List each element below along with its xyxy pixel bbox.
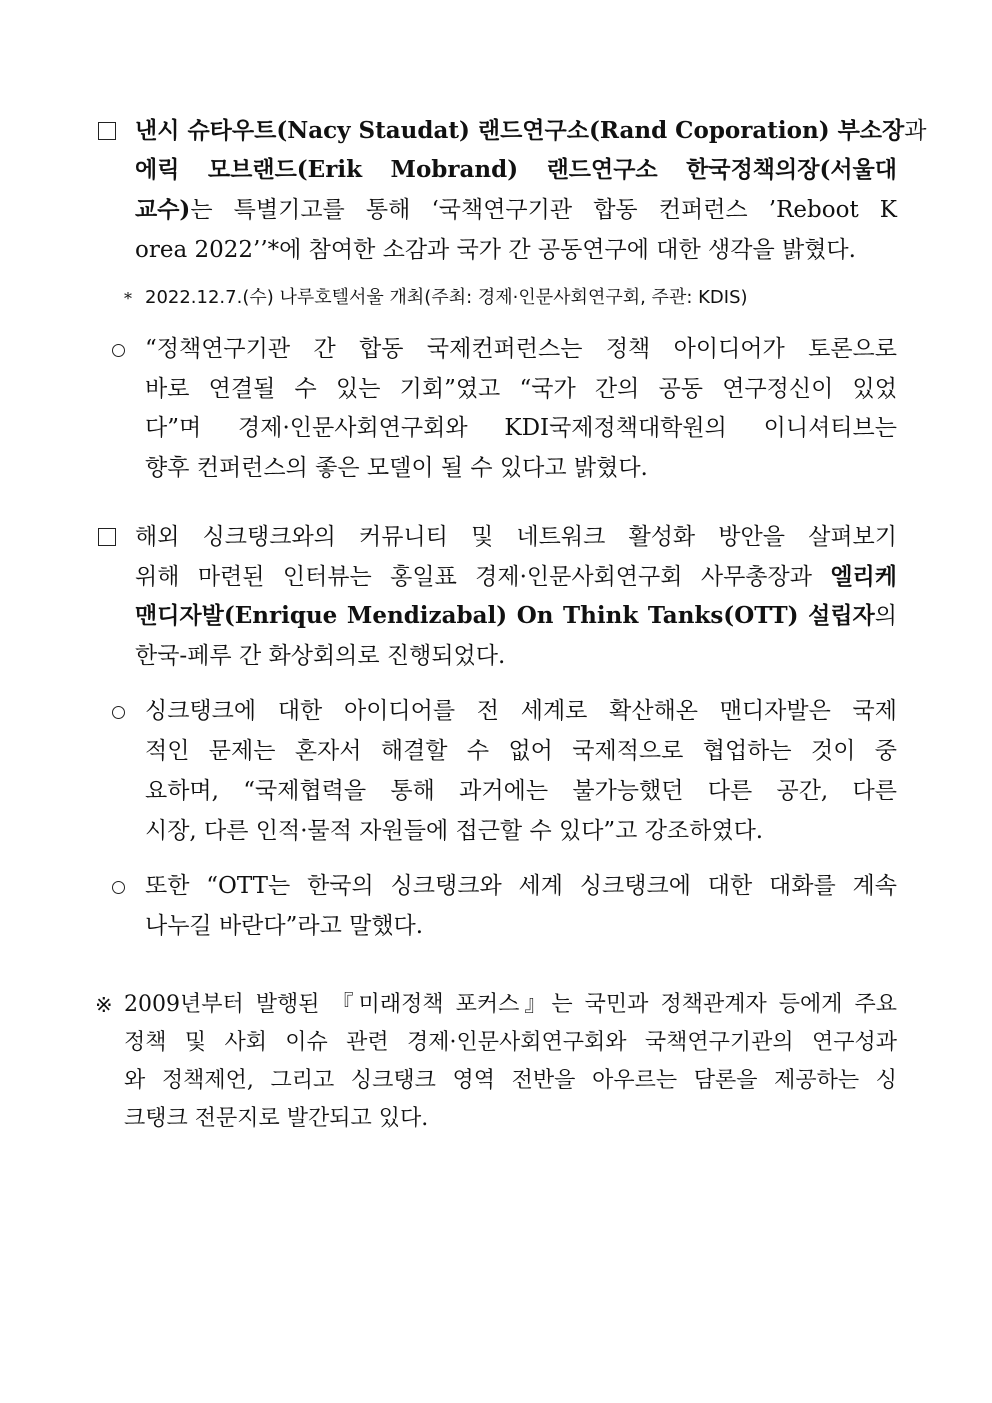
s1-line1-text: 과: [904, 118, 927, 144]
s1-bullet1-line4: 향후 컨퍼런스의 좋은 모델이 될 수 있다고 밝혔다.: [145, 455, 648, 481]
s2-line2: [135, 562, 897, 592]
s2-line1: 해외 싱크탱크와의 커뮤니티 및 네트워크 활성화 방안을 살펴보기: [135, 524, 897, 550]
s2-bullet2-line2: 나누길 바란다”라고 말했다.: [145, 913, 424, 939]
reference-mark-icon: ※: [95, 993, 113, 1017]
s2-bullet1-line3: 요하며, “국제협력을 통해 과거에는 불가능했던 다른 공간, 다른: [145, 778, 897, 804]
s1-line1: [135, 116, 927, 146]
s1-bullet1-line3: 다”며 경제·인문사회연구회와 KDI국제정책대학원의 이니셔티브는: [145, 415, 897, 441]
note-line3: 와 정책제언, 그리고 싱크탱크 영역 전반을 아우르는 담론을 제공하는 싱: [124, 1068, 897, 1093]
note-line4: 크탱크 전문지로 발간되고 있다.: [124, 1106, 429, 1131]
s1-bullet1-line2: 바로 연결될 수 있는 기회”였고 “국가 간의 공동 연구정신이 있었: [145, 376, 897, 402]
square-bullet-icon: [98, 122, 116, 140]
s1-bullet1-line1: “정책연구기관 간 합동 국제컨퍼런스는 정책 아이디어가 토론으로: [145, 336, 897, 362]
s2-bullet1-line2: 적인 문제는 혼자서 해결할 수 없어 국제적으로 협업하는 것이 중: [145, 738, 897, 764]
s1-line2-bold: 에릭 모브랜드(Erik Mobrand) 랜드연구소 한국정책의장(서울대: [135, 156, 897, 183]
s2-line3-text: 의: [874, 603, 897, 629]
s2-bullet1-line1: 싱크탱크에 대한 아이디어를 전 세계로 확산해온 맨디자발은 국제: [145, 698, 897, 724]
s1-line2: [135, 155, 897, 185]
s1-line3: [135, 195, 897, 225]
square-bullet-icon: [98, 528, 116, 546]
circle-bullet-icon: [112, 881, 125, 894]
s2-line2-bold: 엘리케: [830, 563, 897, 590]
s1-line3-text: 는 특별기고를 통해 ‘국책연구기관 합동 컨퍼런스 ’Reboot K: [190, 197, 897, 223]
s2-line2-text: 위해 마련된 인터뷰는 홍일표 경제·인문사회연구회 사무총장과: [135, 564, 831, 590]
s2-line3: [135, 601, 897, 631]
s2-bullet1-line4: 시장, 다른 인적·물적 자원들에 접근할 수 있다”고 강조하였다.: [145, 818, 764, 844]
s1-line3-bold: 교수): [135, 196, 191, 223]
s1-line1-bold: 낸시 슈타우트(Nacy Staudat) 랜드연구소(Rand Coporation) 부소장: [135, 117, 905, 144]
note-line2: 정책 및 사회 이슈 관련 경제·인문사회연구회와 국책연구기관의 연구성과: [124, 1030, 897, 1055]
circle-bullet-icon: [112, 706, 125, 719]
footnote-mark: *: [124, 289, 132, 308]
s2-line3-bold: 맨디자발(Enrique Mendizabal) On Think Tanks(OTT) 설립자: [135, 602, 875, 629]
s2-line4: 한국-페루 간 화상회의로 진행되었다.: [135, 643, 506, 669]
footnote-text: 2022.12.7.(수) 나루호텔서울 개최(주최: 경제·인문사회연구회, 주관: KDIS): [145, 287, 748, 308]
s1-line4: orea 2022’’*에 참여한 소감과 국가 간 공동연구에 대한 생각을 밝혔다.: [135, 237, 856, 263]
s2-bullet2-line1: 또한 “OTT는 한국의 싱크탱크와 세계 싱크탱크에 대한 대화를 계속: [145, 873, 897, 899]
circle-bullet-icon: [112, 344, 125, 357]
note-line1: 2009년부터 발행된 『미래정책 포커스』는 국민과 정책관계자 등에게 주요: [124, 992, 897, 1017]
